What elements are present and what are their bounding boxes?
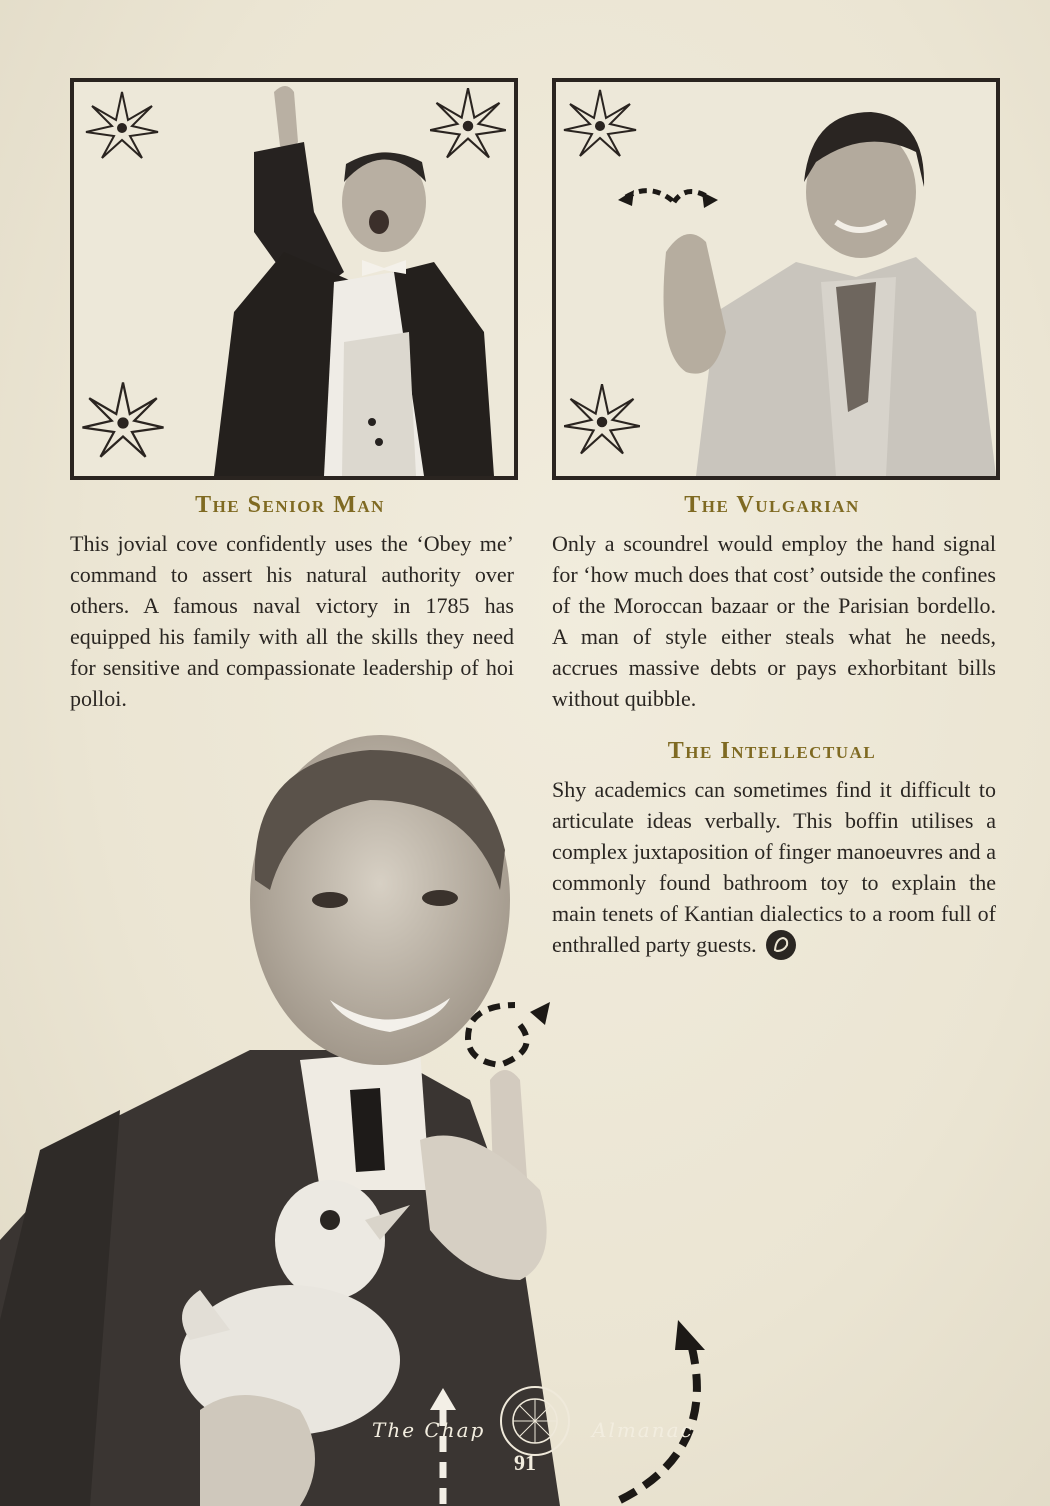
vulgarian-photo [596, 82, 996, 476]
star-ornament-icon [78, 378, 168, 468]
intellectual-text-body: Shy academics can sometimes find it difficult to articulate ideas verbally. This boffin utilises a complex juxtaposition of finger manoeuvres and a commonly found bathroom toy to explain the main tenets of Kantian dialectics to a room full of enthralled party guests. [552, 777, 996, 957]
vulgarian-panel [552, 78, 1000, 480]
end-mark-icon [766, 930, 796, 960]
dotted-arrow-icon [626, 191, 708, 202]
emblem-icon [498, 1384, 572, 1458]
page-number: 91 [514, 1450, 536, 1475]
footer-publication-left: The Chap [372, 1418, 486, 1442]
vulgarian-text: Only a scoundrel would employ the hand signal for ‘how much does that cost’ outside the confines of the Moroccan bazaar or the Parisian bordello. A man of style either steals what he needs, accrues massive debts or pays exhorbitant bills without quibble. [552, 531, 996, 711]
senior-man-photo [194, 82, 494, 476]
senior-man-text: This jovial cove confidently uses the ‘Obey me’ command to assert his natural authority over others. A famous naval victory in 1785 has equipped his family with all the skills they need for sensitive and compassionate leadership of hoi polloi. [70, 531, 514, 711]
senior-man-title: The Senior Man [195, 492, 385, 518]
footer-publication-right: Almanac [592, 1418, 694, 1442]
intellectual-title: The Intellectual [667, 738, 877, 764]
intellectual-photo [0, 720, 760, 1506]
star-ornament-icon [82, 88, 162, 168]
senior-man-panel [70, 78, 518, 480]
vulgarian-title: The Vulgarian [684, 492, 860, 518]
dotted-arrow-icon [468, 1005, 527, 1065]
